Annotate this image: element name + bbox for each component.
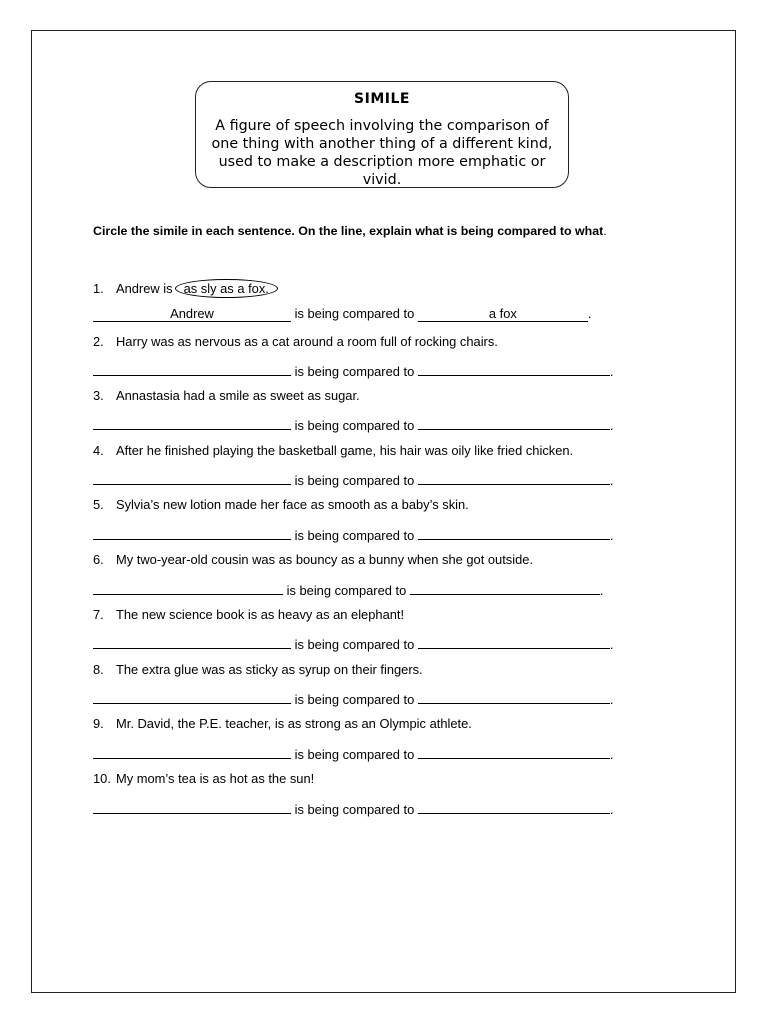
question-text: My two-year-old cousin was as bouncy as a bunny when she got outside. bbox=[116, 552, 534, 567]
instructions bbox=[93, 224, 607, 238]
answer-blank-object[interactable] bbox=[418, 689, 610, 704]
question-number: 2. bbox=[93, 334, 104, 349]
answer-blank-object[interactable]: a fox bbox=[418, 306, 588, 322]
question-3 bbox=[93, 388, 360, 403]
answer-blank-subject[interactable] bbox=[93, 361, 291, 376]
answer-blank-subject[interactable]: Andrew bbox=[93, 306, 291, 322]
definition-text: A figure of speech involving the comparison of one thing with another thing of a different kind, used to make a description more emphatic or vivid. bbox=[211, 118, 553, 188]
question-number: 8. bbox=[93, 662, 104, 677]
instructions-bold: Circle the simile in each sentence. On the line, explain what is being compared to what bbox=[93, 224, 604, 238]
circled-simile: as sly as a fox. bbox=[175, 279, 278, 298]
compared-text: is being compared to bbox=[294, 473, 415, 488]
question-number: 6. bbox=[93, 552, 104, 567]
question-10 bbox=[93, 771, 314, 786]
question-number: 9. bbox=[93, 716, 104, 731]
question-1 bbox=[93, 279, 278, 298]
question-number: 1. bbox=[93, 281, 104, 296]
question-number: 5. bbox=[93, 497, 104, 512]
compared-text: is being compared to bbox=[294, 802, 415, 817]
answer-blank-subject[interactable] bbox=[93, 415, 291, 430]
question-number: 4. bbox=[93, 443, 104, 458]
question-8 bbox=[93, 662, 423, 677]
answer-line-7: is being compared to . bbox=[93, 634, 613, 652]
question-number: 3. bbox=[93, 388, 104, 403]
compared-text: is being compared to bbox=[294, 528, 415, 543]
question-text: Mr. David, the P.E. teacher, is as strong as an Olympic athlete. bbox=[116, 716, 472, 731]
answer-blank-object[interactable] bbox=[418, 525, 610, 540]
answer-blank-subject[interactable] bbox=[93, 470, 291, 485]
question-text: Harry was as nervous as a cat around a room full of rocking chairs. bbox=[116, 334, 498, 349]
question-4 bbox=[93, 443, 573, 458]
question-6 bbox=[93, 552, 533, 567]
question-number: 7. bbox=[93, 607, 104, 622]
answer-blank-subject[interactable] bbox=[93, 744, 291, 759]
answer-blank-subject[interactable] bbox=[93, 689, 291, 704]
answer-blank-object[interactable] bbox=[418, 415, 610, 430]
answer-blank-subject[interactable] bbox=[93, 580, 283, 595]
question-9 bbox=[93, 716, 472, 731]
question-text: Sylvia’s new lotion made her face as smooth as a baby’s skin. bbox=[116, 497, 469, 512]
question-text: Andrew is bbox=[116, 281, 173, 296]
answer-line-10: is being compared to . bbox=[93, 799, 613, 817]
compared-text: is being compared to bbox=[294, 418, 415, 433]
answer-blank-subject[interactable] bbox=[93, 634, 291, 649]
question-text: Annastasia had a smile as sweet as sugar. bbox=[116, 388, 360, 403]
answer-line-9: is being compared to . bbox=[93, 744, 613, 762]
answer-blank-object[interactable] bbox=[418, 634, 610, 649]
question-text: My mom’s tea is as hot as the sun! bbox=[116, 771, 315, 786]
answer-line-2: is being compared to . bbox=[93, 361, 613, 379]
answer-blank-object[interactable] bbox=[418, 744, 610, 759]
question-text: After he finished playing the basketball game, his hair was oily like fried chicken. bbox=[116, 443, 574, 458]
question-number: 10. bbox=[93, 771, 111, 786]
instructions-period: . bbox=[603, 224, 607, 238]
definition-box bbox=[195, 81, 569, 188]
question-2 bbox=[93, 334, 498, 349]
answer-line-4: is being compared to . bbox=[93, 470, 613, 488]
answer-line-1: Andrew is being compared to a fox . bbox=[93, 306, 591, 322]
compared-text: is being compared to bbox=[294, 637, 415, 652]
compared-text: is being compared to bbox=[294, 692, 415, 707]
answer-blank-object[interactable] bbox=[410, 580, 600, 595]
answer-line-5: is being compared to . bbox=[93, 525, 613, 543]
answer-line-8: is being compared to . bbox=[93, 689, 613, 707]
question-text: The extra glue was as sticky as syrup on their fingers. bbox=[116, 662, 423, 677]
answer-blank-object[interactable] bbox=[418, 470, 610, 485]
definition-title: SIMILE bbox=[354, 91, 410, 107]
answer-blank-object[interactable] bbox=[418, 361, 610, 376]
answer-blank-subject[interactable] bbox=[93, 799, 291, 814]
answer-blank-object[interactable] bbox=[418, 799, 610, 814]
answer-line-6: is being compared to . bbox=[93, 580, 603, 598]
compared-text: is being compared to bbox=[294, 364, 415, 379]
compared-text: is being compared to bbox=[294, 306, 415, 321]
answer-blank-subject[interactable] bbox=[93, 525, 291, 540]
question-text: The new science book is as heavy as an elephant! bbox=[116, 607, 405, 622]
question-5 bbox=[93, 497, 469, 512]
question-7 bbox=[93, 607, 404, 622]
answer-line-3: is being compared to . bbox=[93, 415, 613, 433]
compared-text: is being compared to bbox=[286, 583, 407, 598]
compared-text: is being compared to bbox=[294, 747, 415, 762]
